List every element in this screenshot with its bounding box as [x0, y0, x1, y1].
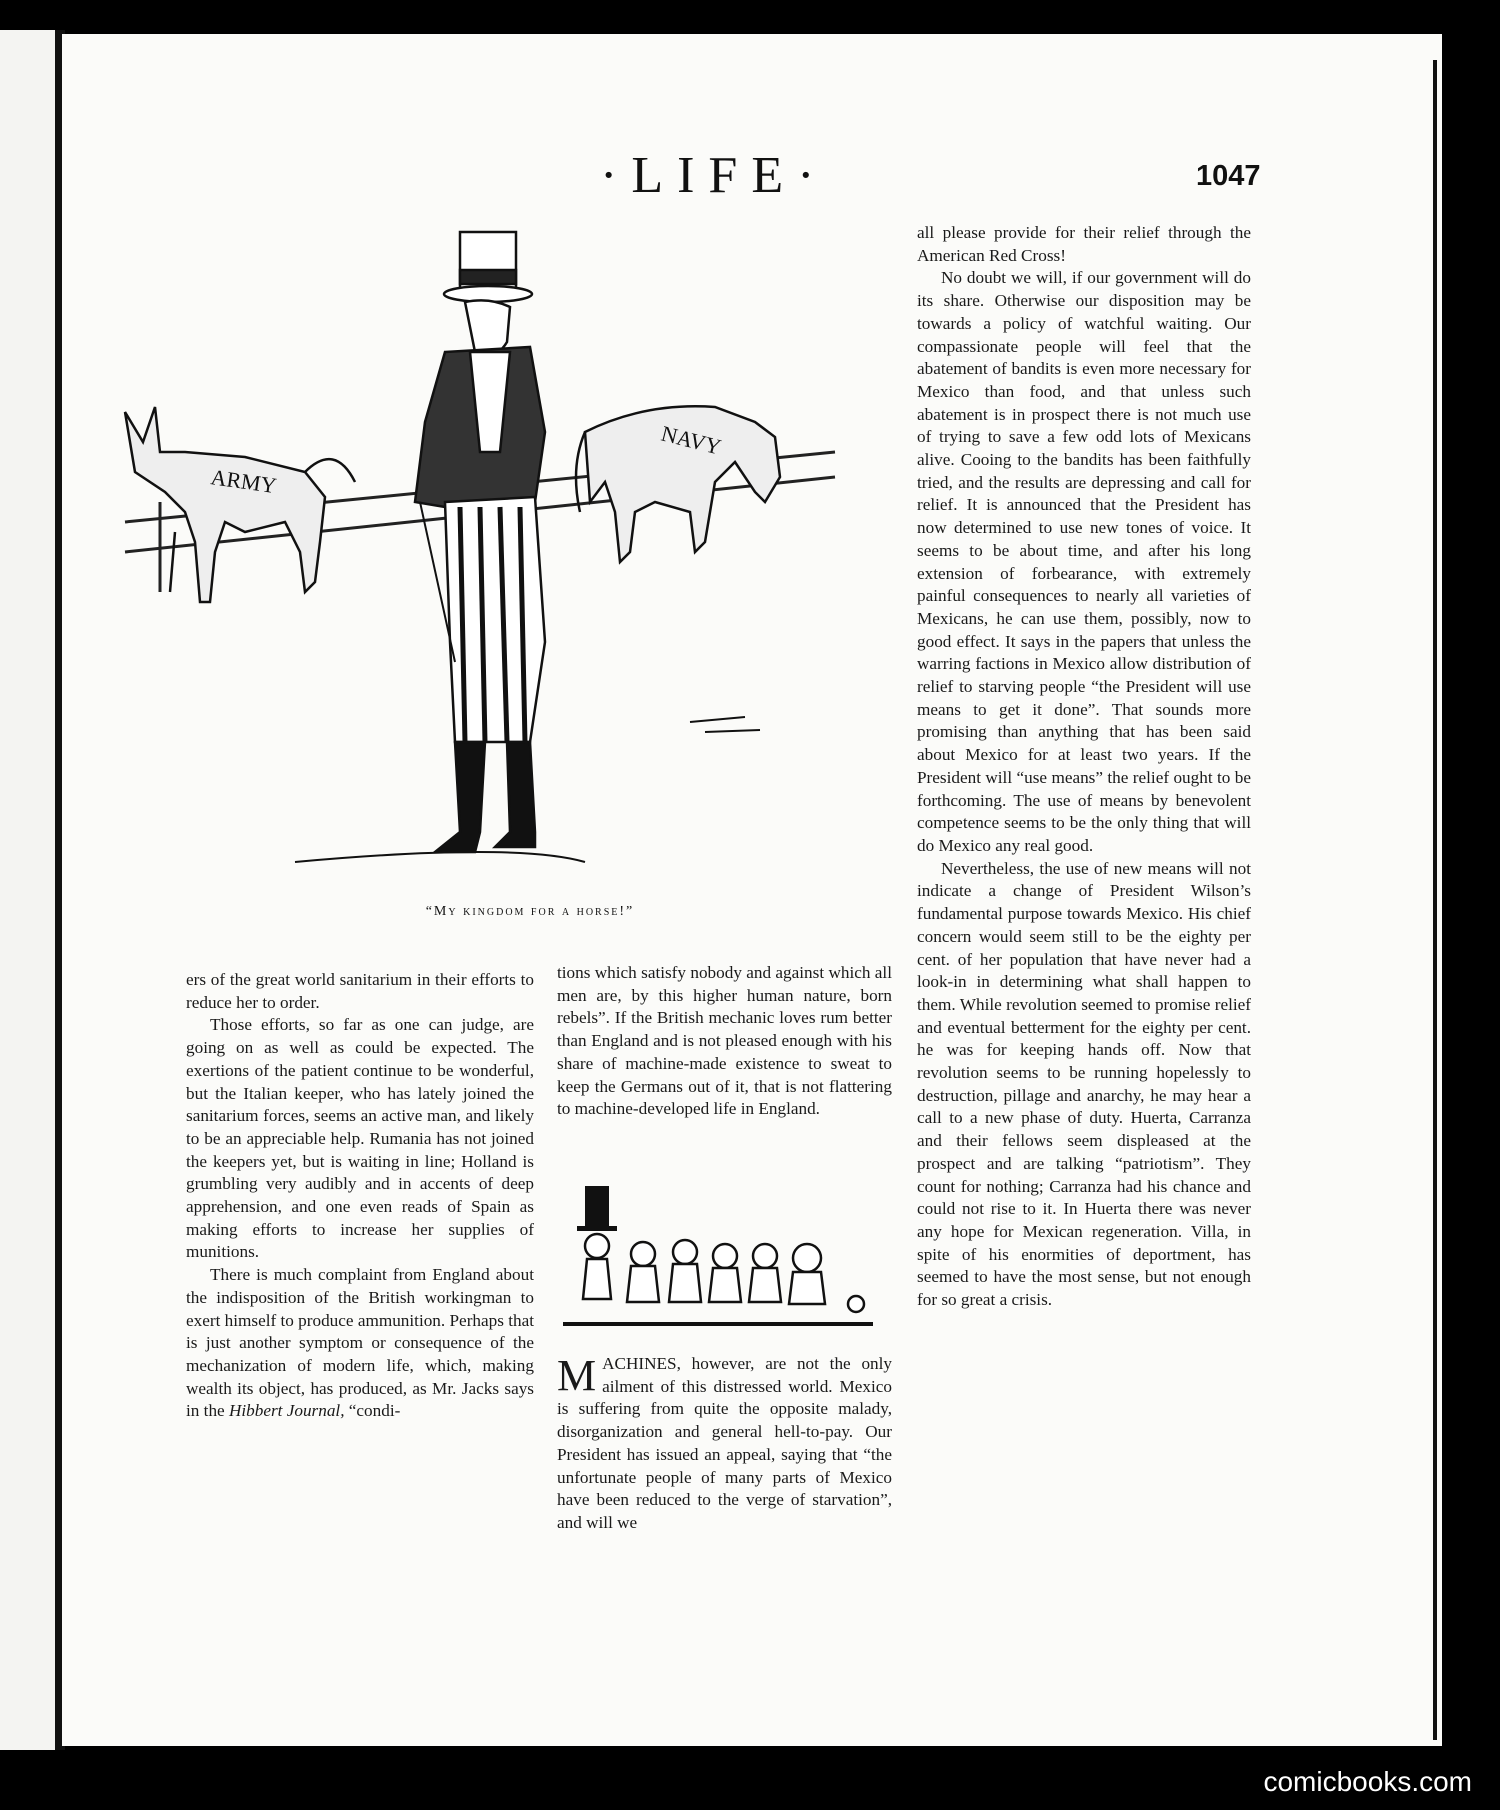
journal-title: Hibbert Journal,	[228, 1401, 345, 1421]
article-column-2	[557, 962, 892, 1121]
paragraph: all please provide for their relief through the American Red Cross!	[917, 223, 1251, 265]
marching-figures-illustration	[563, 1184, 893, 1334]
paragraph: tions which satisfy nobody and against which all men are, by this higher human nature, born rebels”. If the British mechanic loves rum better than England and is not pleased enough with his share of machine-made existence to sweat to keep the Germans out of it, that is not flattering to machine-developed life in England.	[557, 963, 892, 1119]
ground-shading	[295, 852, 585, 862]
article-column-2-continued	[557, 1353, 892, 1535]
paragraph	[186, 1264, 534, 1423]
paragraph: Those efforts, so far as one can judge, are going on as well as could be expected. The exertions of the patient continue to be wonderful, but the Italian keeper, who has lately joined the sanitarium forces, seems an active man, and likely to be an appreciable help. Rumania has not joined the keepers yet, but is waiting in line; Holland is grumbling very audibly and in accents of deep apprehension, and one even reads of Spain as making efforts to increase her supplies of munitions.	[186, 1015, 534, 1262]
page-number: 1047	[1196, 160, 1261, 192]
tall-hat	[585, 1186, 609, 1226]
paragraph-text: There is much complaint from England about the indisposition of the British workingman to exert himself to produce ammunition. Perhaps that is just another symptom or consequence of the mechanization of modern life, which, making wealth its object, has produced, as Mr. Jacks says in the	[186, 1265, 534, 1421]
drop-cap: M	[557, 1351, 597, 1400]
cartoon-caption: “My kingdom for a horse!”	[425, 904, 635, 919]
uncle-sam-figure	[415, 232, 545, 852]
paragraph: ers of the great world sanitarium in their efforts to reduce her to order.	[186, 970, 534, 1012]
army-label: ARMY	[209, 464, 279, 499]
marching-figures	[583, 1234, 864, 1312]
previous-page-edge	[0, 30, 62, 1750]
article-column-1	[186, 969, 534, 1423]
cartoon-illustration	[115, 222, 895, 882]
masthead: ·LIFE·	[600, 147, 829, 204]
paragraph-text: ACHINES, however, are not the only ailment of this distressed world. Mexico is suffering from quite the opposite malady, disorganization and general hell-to-pay. Our President has issued an appeal, saying that “the unfortunate people of many parts of Mexico have been reduced to the verge of starvation”, and will we	[557, 1354, 892, 1532]
paragraph-tail: “condi-	[344, 1401, 401, 1421]
artist-signature	[690, 717, 760, 732]
paragraph	[557, 1353, 892, 1535]
site-watermark: comicbooks.com	[1263, 1766, 1472, 1797]
navy-label: NAVY	[658, 420, 724, 460]
article-column-3	[917, 222, 1251, 1312]
paragraph: Nevertheless, the use of new means will not indicate a change of President Wilson’s fundamental purpose towards Mexico. His chief concern would seem still to be the eighty per cent. of her population that have never had a look-in in determining what shall happen to them. While revolution seemed to promise relief and eventual betterment for the eighty per cent. he was for keeping hands off. Now that revolution seems to be running hopelessly to destruction, pillage and anarchy, he may hear a call to a new phase of duty. Huerta, Carranza and their fellows seem displeased at the prospect and are talking “patriotism”. They count for nothing; Carranza had his chance and could not rise to it. In Huerta there was never any hope for Mexican regeneration. Villa, in spite of his enormities of deportment, has seemed to have the most sense, but not enough for so great a crisis.	[917, 858, 1251, 1310]
page-border	[1433, 60, 1437, 1740]
paragraph: No doubt we will, if our government will do its share. Otherwise our disposition may be towards a policy of watchful waiting. Our compassionate people will feel that the abatement of bandits is even more necessary for Mexico than food, and that unless such abatement is in prospect there is not much use of trying to save a few odd lots of Mexicans alive. Cooing to the bandits has been faithfully tried, and the results are depressing and call for relief. It is announced that the President has now determined to use new tones of voice. It seems to be about time, and after his long extension of forbearance, with extremely painful consequences to nearly all varieties of Mexicans, he can use them, possibly, now to good effect. It says in the papers that unless the warring factions in Mexico allow distribution of relief to starving people “the President will use means to get it done”. That sounds more promising than anything that has been said about Mexico for at least two years. If the President will “use means” the relief ought to be forthcoming. The use of means by benevolent competence seems to be the only thing that will do Mexico any real good.	[917, 268, 1251, 855]
